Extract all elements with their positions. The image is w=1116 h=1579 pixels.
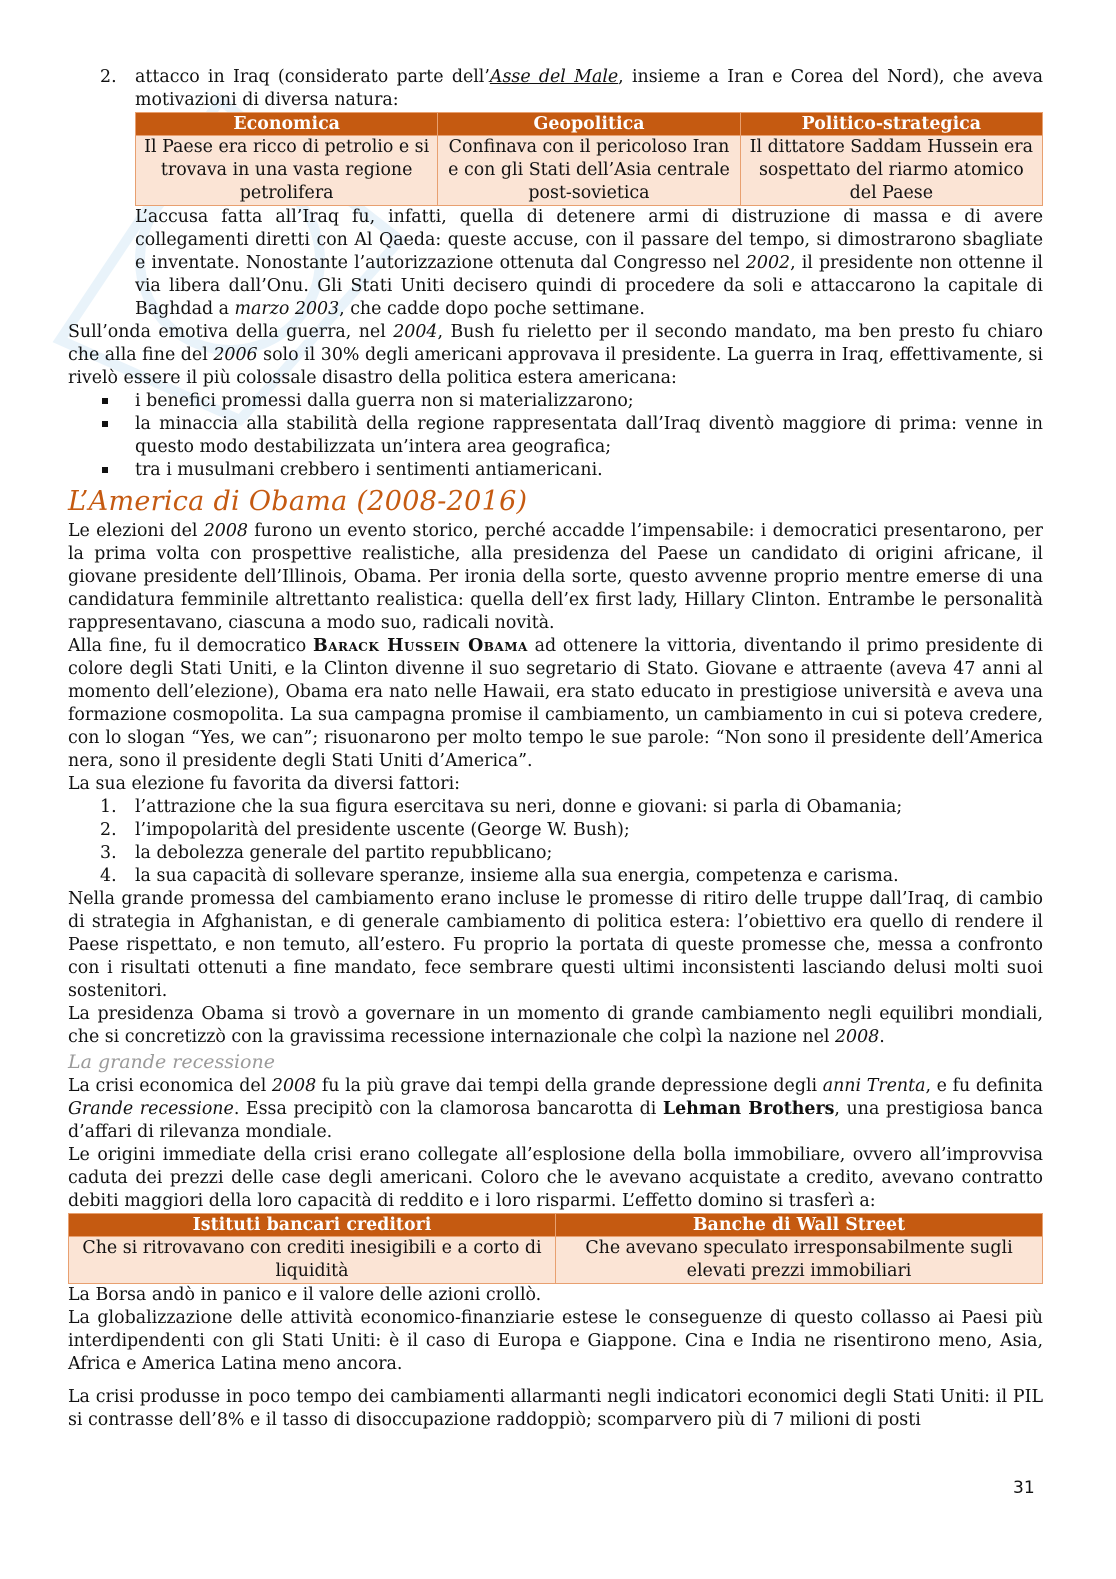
table-cell: Il Paese era ricco di petrolio e si trovava in una vasta regione petrolifera [136, 136, 438, 206]
paragraph-promessa: Nella grande promessa del cambiamento erano incluse le promesse di ritiro delle truppe dall’Iraq, di cambio di strategia in Afghanistan, e di generale cambiamento di politica estera: l’obiettivo era quello di rendere il Paese rispettato, e non temuto, all’estero. Fu proprio la portata di queste promesse che, messa a confronto con i risultati ottenuti a fine mandato, fece sembrare questi ultimi inconsistenti lasciando delusi molti suoi sostenitori. [68, 889, 1043, 1001]
list-item: 4. la sua capacità di sollevare speranze, insieme alla sua energia, competenza e carisma. [100, 866, 899, 886]
list-item: 1. l’attrazione che la sua figura esercitava su neri, donne e giovani: si parla di Obamania; [100, 797, 903, 817]
subsection-heading-recessione: La grande recessione [68, 1051, 275, 1073]
grande-recessione-term: Grande recessione [68, 1099, 234, 1119]
page-number: 31 [1013, 1478, 1035, 1498]
list-item: i benefici promessi dalla guerra non si materializzarono; [68, 390, 1043, 413]
list-item: tra i musulmani crebbero i sentimenti antiamericani. [68, 459, 1043, 482]
item-list-iraq [68, 66, 1043, 112]
table-header-wall-street: Banche di Wall Street [556, 1214, 1043, 1237]
bullet-icon [102, 467, 108, 473]
paragraph-favorita: La sua elezione fu favorita da diversi fattori: [68, 774, 461, 794]
bullet-icon [102, 398, 108, 404]
table-cell: Che si ritrovavano con crediti inesigibili e a corto di liquidità [69, 1237, 556, 1284]
table-header-economica: Economica [136, 113, 438, 136]
table-header-istituti: Istituti bancari creditori [69, 1214, 556, 1237]
paragraph-accusa: L’accusa fatta all’Iraq fu, infatti, quella di detenere armi di distruzione di massa e di avere collegamenti diretti con Al Qaeda: queste accuse, con il passare del tempo, si dimostrarono sbagliate e inventate. Nonostante l’autorizzazione ottenuta dal Congresso nel 2002, il presidente non ottenne il via libera dall’Onu. Gli Stati Uniti decisero quindi di procedere da soli e attaccarono la capitale di Baghdad a marzo 2003, che cadde dopo poche settimane. [135, 207, 1043, 319]
motivations-table-wrapper [68, 112, 1043, 321]
list-item-iraq: 2. attacco in Iraq (considerato parte dell’Asse del Male, insieme a Iran e Corea del Nord), che aveva motivazioni di diversa natura: [100, 67, 1043, 110]
paragraph-borsa: La Borsa andò in panico e il valore delle azioni crollò. [68, 1285, 542, 1305]
domino-table [68, 1213, 1043, 1284]
paragraph-fine: Alla fine, fu il democratico Barack Hussein Obama ad ottenere la vittoria, diventando il primo presidente di colore degli Stati Uniti, e la Clinton divenne il suo segretario di Stato. Giovane e attraente (aveva 47 anni al momento dell’elezione), Obama era nato nelle Hawaii, era stato educato in prestigiose università e aveva una formazione cosmopolita. La sua campagna promise il cambiamento, un cambiamento in cui si poteva credere, con lo slogan “Yes, we can”; risuonarono per molto tempo le sue parole: “Non sono il presidente dell’America nera, sono il presidente degli Stati Uniti d’America”. [68, 636, 1043, 771]
paragraph-elezioni: Le elezioni del 2008 furono un evento storico, perché accadde l’impensabile: i democratici presentarono, per la prima volta con prospettive realistiche, alla presidenza del Paese un candidato di origini africane, il giovane presidente dell’Illinois, Obama. Per ironia della sorte, questo avvenne proprio mentre emerse di una candidatura femminile altrettanto realistica: quella dell’ex first lady, Hillary Clinton. Entrambe le personalità rappresentavano, ciascuna a modo suo, radicali novità. [68, 521, 1043, 633]
bullet-list [68, 390, 1043, 482]
table-header-geopolitica: Geopolitica [438, 113, 740, 136]
table-cell: Confinava con il pericoloso Iran e con gli Stati dell’Asia centrale post-sovietica [438, 136, 740, 206]
list-item: la minaccia alla stabilità della regione rappresentata dall’Iraq diventò maggiore di prima: venne in questo modo destabilizzata un’intera area geografica; [68, 413, 1043, 459]
table-cell: Che avevano speculato irresponsabilmente sugli elevati prezzi immobiliari [556, 1237, 1043, 1284]
table-header-politico-strategica: Politico-strategica [740, 113, 1042, 136]
section-heading-obama: L’America di Obama (2008-2016) [68, 486, 528, 517]
paragraph-onda: Sull’onda emotiva della guerra, nel 2004, Bush fu rieletto per il secondo mandato, ma ben presto fu chiaro che alla fine del 2006 solo il 30% degli americani approvava il presidente. La guerra in Iraq, effettivamente, si rivelò essere il più colossale disastro della politica estera americana: [68, 322, 1043, 388]
paragraph-crisi: La crisi economica del 2008 fu la più grave dai tempi della grande depressione degli anni Trenta, e fu definita Grande recessione. Essa precipitò con la clamorosa bancarotta di Lehman Brothers, una prestigiosa banca d’affari di rilevanza mondiale. [68, 1076, 1043, 1142]
list-item: 3. la debolezza generale del partito repubblicano; [100, 843, 553, 863]
factors-list [68, 796, 1043, 888]
paragraph-indicatori: La crisi produsse in poco tempo dei cambiamenti allarmanti negli indicatori economici degli Stati Uniti: il PIL si contrasse dell’8% e il tasso di disoccupazione raddoppiò; scomparvero più di 7 milioni di posti [68, 1387, 1043, 1430]
table-cell: Il dittatore Saddam Hussein era sospettato del riarmo atomico del Paese [740, 136, 1042, 206]
list-item: 2. l’impopolarità del presidente uscente (George W. Bush); [100, 820, 630, 840]
obama-name: Barack Hussein Obama [313, 636, 528, 656]
page-content [68, 66, 1043, 1432]
motivations-table [135, 112, 1043, 206]
lehman-brothers: Lehman Brothers [662, 1099, 835, 1119]
paragraph-origini: Le origini immediate della crisi erano collegate all’esplosione della bolla immobiliare, ovvero all’improvvisa caduta dei prezzi delle case degli americani. Coloro che le avevano acquistate a credito, avevano contratto debiti maggiori della loro capacità di reddito e i loro risparmi. L’effetto domino si trasferì a: [68, 1145, 1043, 1211]
asse-del-male-link: Asse del Male [489, 67, 619, 87]
paragraph-presidenza: La presidenza Obama si trovò a governare in un momento di grande cambiamento negli equilibri mondiali, che si concretizzò con la gravissima recessione internazionale che colpì la nazione nel 2008. [68, 1004, 1043, 1047]
paragraph-global: La globalizzazione delle attività economico-finanziarie estese le conseguenze di questo collasso ai Paesi più interdipendenti con gli Stati Uniti: è il caso di Europa e Giappone. Cina e India ne risentirono meno, Asia, Africa e America Latina meno ancora. [68, 1308, 1043, 1374]
bullet-icon [102, 421, 108, 427]
